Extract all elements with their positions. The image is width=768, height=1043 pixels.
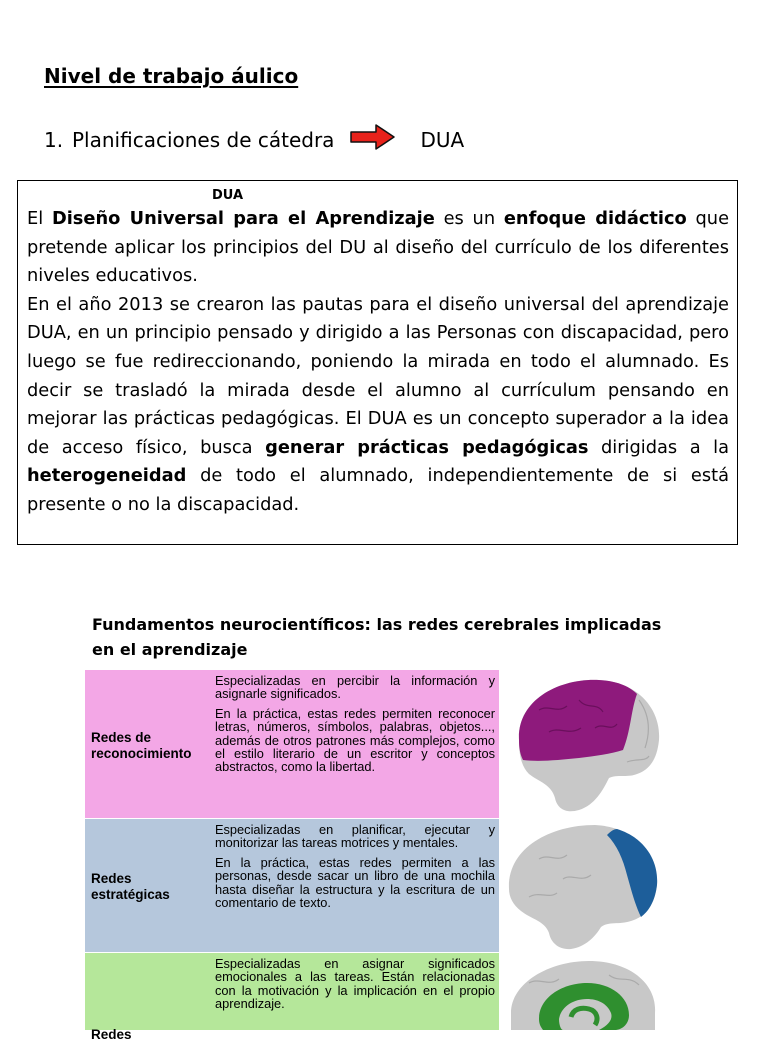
paragraph-2: En el año 2013 se crearon las pautas para el diseño universal del aprendizaje DUA, en un principio pensado y dirigido a las Personas con discapacidad, pero luego se fue redireccionando, poniendo la mirada en todo el alumnado. Es decir se trasladó la mirada desde el alumno al currículum pensando en mejorar las prácticas pedagógicas. El DUA es un concepto superador a la idea de acceso físico, busca generar prácticas pedagógicas dirigidas a la heterogeneidad de todo el alumnado, independientemente de si está presente o no la discapacidad. (27, 293, 729, 515)
table-row (85, 819, 667, 952)
row-label: Redes de reconocimiento (91, 730, 192, 761)
right-arrow-icon (350, 124, 396, 155)
row-description: Especializadas en asignar significados emocionales a las tareas. Están relacionadas con la motivación y la implicación en el propio aprendizaje. (215, 956, 495, 1012)
row-label: Redes estratégicas (91, 871, 170, 902)
paragraph-1: El Diseño Universal para el Aprendizaje es un enfoque didáctico que pretende aplicar los principios del DU al diseño del currículo de los diferentes niveles educativos. (27, 208, 730, 287)
row-description: Especializadas en percibir la información y asignarle significados. En la práctica, estas redes permiten reconocer letras, números, símbolos, palabras, objetos..., además de otros patrones más complejos, como el estilo literario de un escritor y conceptos abstractos, como la libertad. (215, 673, 495, 775)
row-label: Redes (91, 1027, 132, 1042)
brain-affective-image (499, 953, 667, 1030)
table-row (85, 953, 667, 1042)
list-item-label: Planificaciones de cátedra (72, 127, 335, 152)
box-text (27, 205, 729, 520)
table-row (85, 670, 667, 818)
list-item-planificaciones (44, 124, 464, 155)
list-number: 1. (44, 127, 64, 152)
row-description: Especializadas en planificar, ejecutar y monitorizar las tareas motrices y mentales. En la práctica, estas redes permiten a las personas, desde sacar un libro de una mochila hasta diseñar la estructura y la escritura de un comentario de texto. (215, 822, 495, 911)
dua-definition-box (17, 180, 738, 545)
brain-recognition-image (499, 670, 667, 818)
brain-networks-table (85, 670, 667, 1042)
figure-title: Fundamentos neurocientíficos: las redes cerebrales implicadas en el aprendizaje (92, 615, 662, 659)
page-heading: Nivel de trabajo áulico (44, 64, 299, 88)
list-item-target: DUA (420, 127, 465, 152)
box-title: DUA (212, 188, 244, 203)
brain-strategic-image (499, 819, 667, 952)
